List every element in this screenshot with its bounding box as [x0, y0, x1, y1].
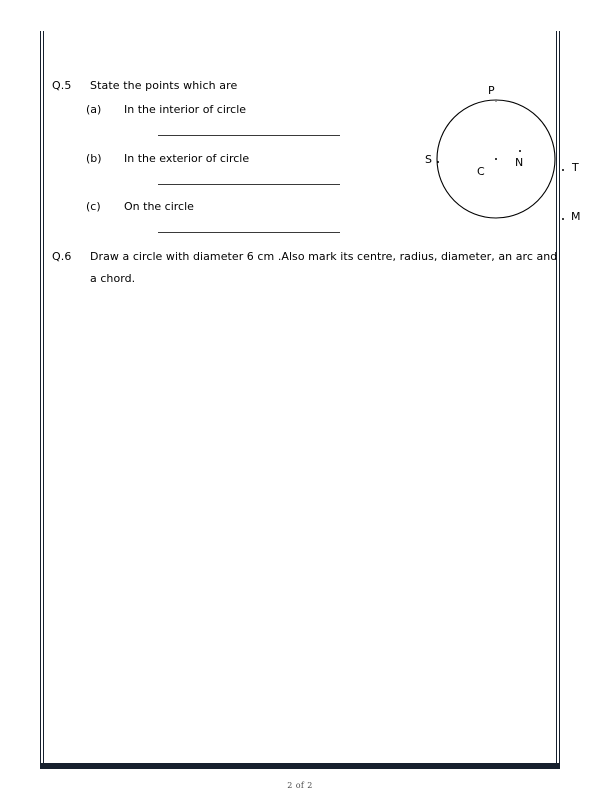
point-label-C: C — [477, 165, 485, 178]
answer-line-b[interactable] — [158, 184, 340, 185]
point-label-T: T — [572, 161, 579, 174]
point-label-P: P — [488, 84, 495, 97]
circle-diagram — [390, 41, 590, 241]
point-dot-P — [495, 100, 497, 102]
question-5-part-a-label: (a) — [86, 103, 102, 116]
answer-line-a[interactable] — [158, 135, 340, 136]
question-6-number: Q.6 — [52, 250, 72, 263]
question-6-line-2: a chord. — [90, 272, 136, 285]
question-5-part-b-text: In the exterior of circle — [124, 152, 250, 165]
point-dot-C — [495, 158, 497, 160]
question-5-part-c-label: (c) — [86, 200, 101, 213]
point-label-S: S — [425, 153, 432, 166]
question-5-part-c-text: On the circle — [124, 200, 194, 213]
point-label-N: N — [515, 156, 524, 169]
point-dot-N — [519, 150, 521, 152]
question-5-number: Q.5 — [52, 79, 72, 92]
point-label-M: M — [571, 210, 581, 223]
worksheet-page — [40, 31, 581, 790]
circle-shape — [390, 41, 590, 241]
point-dot-M — [562, 218, 564, 220]
page-footer: 2 of 2 — [287, 781, 313, 790]
question-5-part-b-label: (b) — [86, 152, 102, 165]
question-6-line-1: Draw a circle with diameter 6 cm .Also mark its centre, radius, diameter, an arc and — [90, 250, 558, 263]
page-border-left-inner — [43, 31, 44, 767]
point-dot-S — [437, 161, 439, 163]
question-5-part-a-text: In the interior of circle — [124, 103, 247, 116]
page-border-left-outer — [40, 31, 41, 767]
page-border-bottom — [40, 763, 560, 769]
point-dot-T — [562, 169, 564, 171]
question-5-prompt: State the points which are — [90, 79, 238, 92]
answer-line-c[interactable] — [158, 232, 340, 233]
